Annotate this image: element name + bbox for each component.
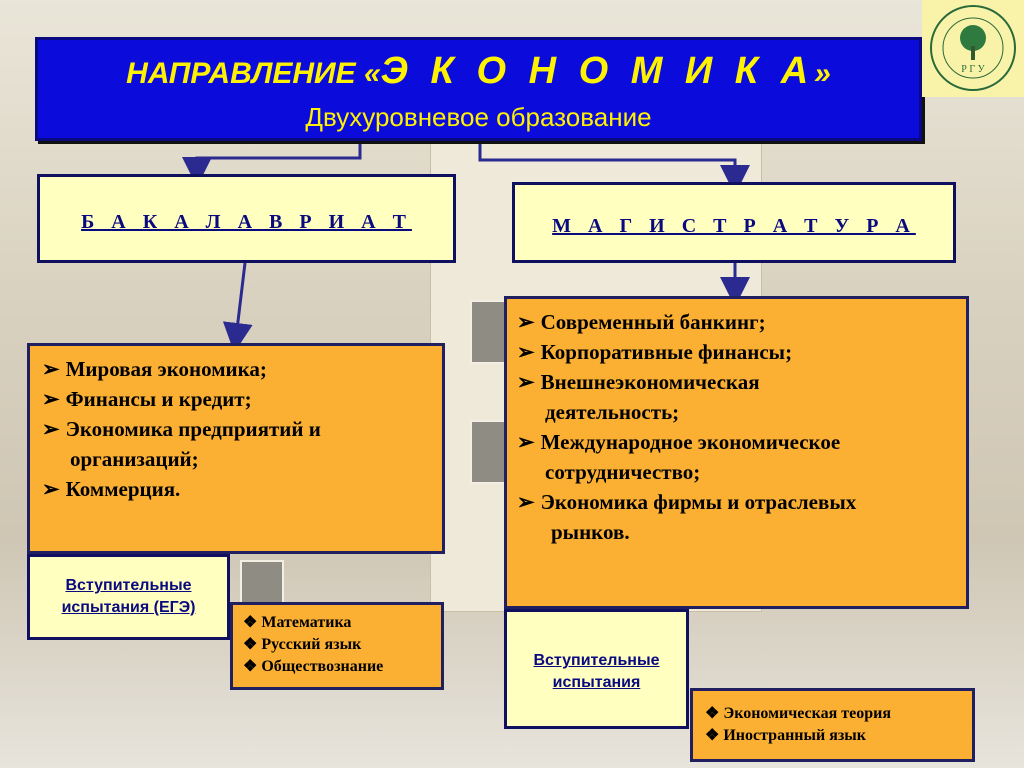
list-item: деятельность; — [545, 400, 680, 424]
logo-emblem-icon — [922, 0, 1024, 97]
list-item: ➢ Коммерция. — [42, 477, 181, 501]
page-title — [38, 50, 919, 93]
list-item: ➢ Экономика фирмы и отраслевых — [517, 490, 857, 514]
bachelor-exams-label-2: испытания (ЕГЭ) — [61, 599, 196, 616]
master-subjects-list — [690, 688, 975, 762]
list-item: ❖ Обществознание — [243, 658, 384, 675]
bullet-arrow-icon: ➢ — [42, 477, 60, 501]
bachelor-subjects-list — [230, 602, 444, 690]
bullet-arrow-icon: ➢ — [42, 357, 60, 381]
list-item: ➢ Экономика предприятий и — [42, 417, 321, 441]
bullet-arrow-icon: ➢ — [42, 417, 60, 441]
diamond-bullet-icon: ❖ — [705, 705, 724, 722]
bachelor-label: Б А К А Л А В Р И А Т — [81, 211, 412, 233]
bachelor-exams-label: Вступительные — [65, 577, 192, 594]
title-word: Э К О Н О М И К А — [380, 50, 815, 92]
list-item: ➢ Мировая экономика; — [42, 357, 267, 381]
title-prefix: НАПРАВЛЕНИЕ « — [126, 57, 381, 90]
arrow-title-to-master — [480, 141, 735, 180]
master-exams-label: Вступительные — [533, 652, 660, 669]
list-item: ❖ Математика — [243, 614, 352, 631]
page-subtitle: Двухуровневое образование — [305, 102, 652, 132]
list-item: ❖ Иностранный язык — [705, 727, 867, 744]
bullet-arrow-icon: ➢ — [517, 370, 535, 394]
master-label: М А Г И С Т Р А Т У Р А — [552, 215, 916, 237]
diamond-bullet-icon: ❖ — [705, 727, 724, 744]
master-level-box — [512, 182, 956, 263]
list-item: ➢ Корпоративные финансы; — [517, 340, 793, 364]
master-programs-list — [504, 296, 969, 609]
bullet-arrow-icon: ➢ — [42, 387, 60, 411]
list-item: ➢ Внешнеэкономическая — [517, 370, 760, 394]
list-item: ❖ Русский язык — [243, 636, 362, 653]
bullet-arrow-icon: ➢ — [517, 310, 535, 334]
list-item: сотрудничество; — [545, 460, 701, 484]
arrow-bachelor-to-list — [236, 263, 245, 338]
bachelor-exams-box — [27, 554, 230, 640]
arrow-title-to-bachelor — [197, 141, 360, 172]
university-logo — [922, 0, 1024, 97]
bachelor-level-box — [37, 174, 456, 263]
master-exams-box — [504, 609, 689, 729]
diamond-bullet-icon: ❖ — [243, 658, 262, 675]
list-item: организаций; — [70, 447, 199, 471]
list-item: ❖ Экономическая теория — [705, 705, 892, 722]
bullet-arrow-icon: ➢ — [517, 490, 535, 514]
title-suffix: » — [814, 57, 831, 90]
bachelor-programs-list — [27, 343, 445, 554]
diamond-bullet-icon: ❖ — [243, 636, 262, 653]
list-item: ➢ Международное экономическое — [517, 430, 841, 454]
bullet-arrow-icon: ➢ — [517, 340, 535, 364]
list-item: ➢ Современный банкинг; — [517, 310, 766, 334]
diamond-bullet-icon: ❖ — [243, 614, 262, 631]
list-item: ➢ Финансы и кредит; — [42, 387, 252, 411]
svg-text:Р Г У: Р Г У — [961, 64, 985, 75]
list-item: рынков. — [551, 520, 630, 544]
title-banner — [35, 37, 922, 141]
bullet-arrow-icon: ➢ — [517, 430, 535, 454]
master-exams-label-2: испытания — [552, 674, 641, 691]
